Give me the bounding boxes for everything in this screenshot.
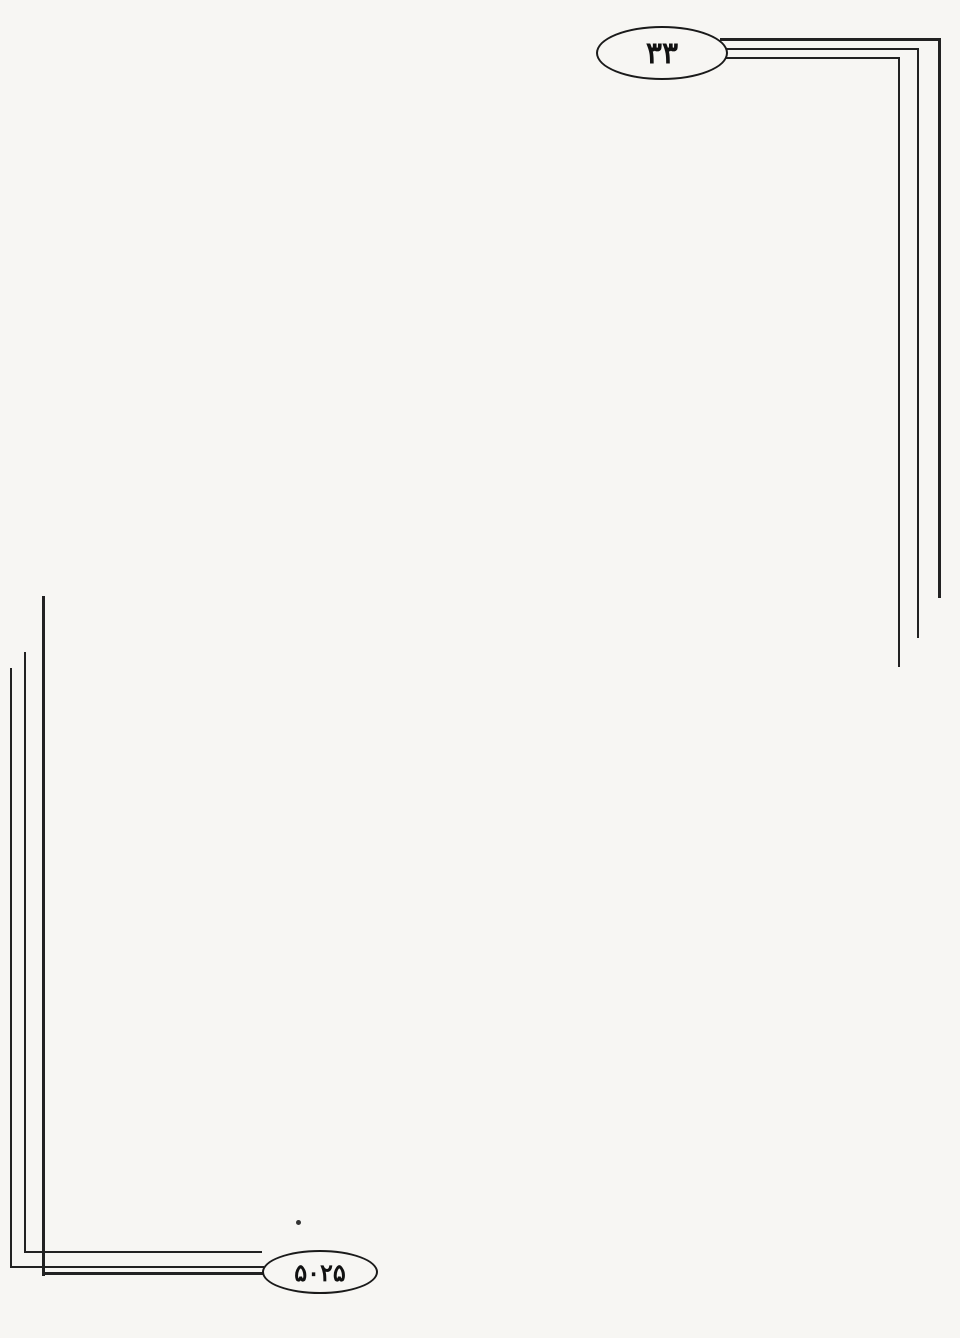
ink-dot [296,1220,301,1225]
frame-top-line-2 [722,48,918,50]
frame-left-line-3 [10,668,12,1268]
frame-left-line-1 [42,596,45,1276]
page-number-bottom: ۵۰۲۵ [262,1250,378,1294]
frame-bottom-line-3 [10,1266,264,1268]
frame-right-line-3 [898,57,900,667]
page-number-top: ۳۳ [596,26,728,80]
frame-bottom-line-1 [42,1272,264,1275]
frame-right-line-1 [938,38,941,598]
frame-right-line-2 [917,48,919,638]
frame-top-line-3 [720,57,900,59]
frame-bottom-line-2 [24,1251,262,1253]
frame-left-line-2 [24,652,26,1252]
frame-top-line-1 [720,38,940,41]
